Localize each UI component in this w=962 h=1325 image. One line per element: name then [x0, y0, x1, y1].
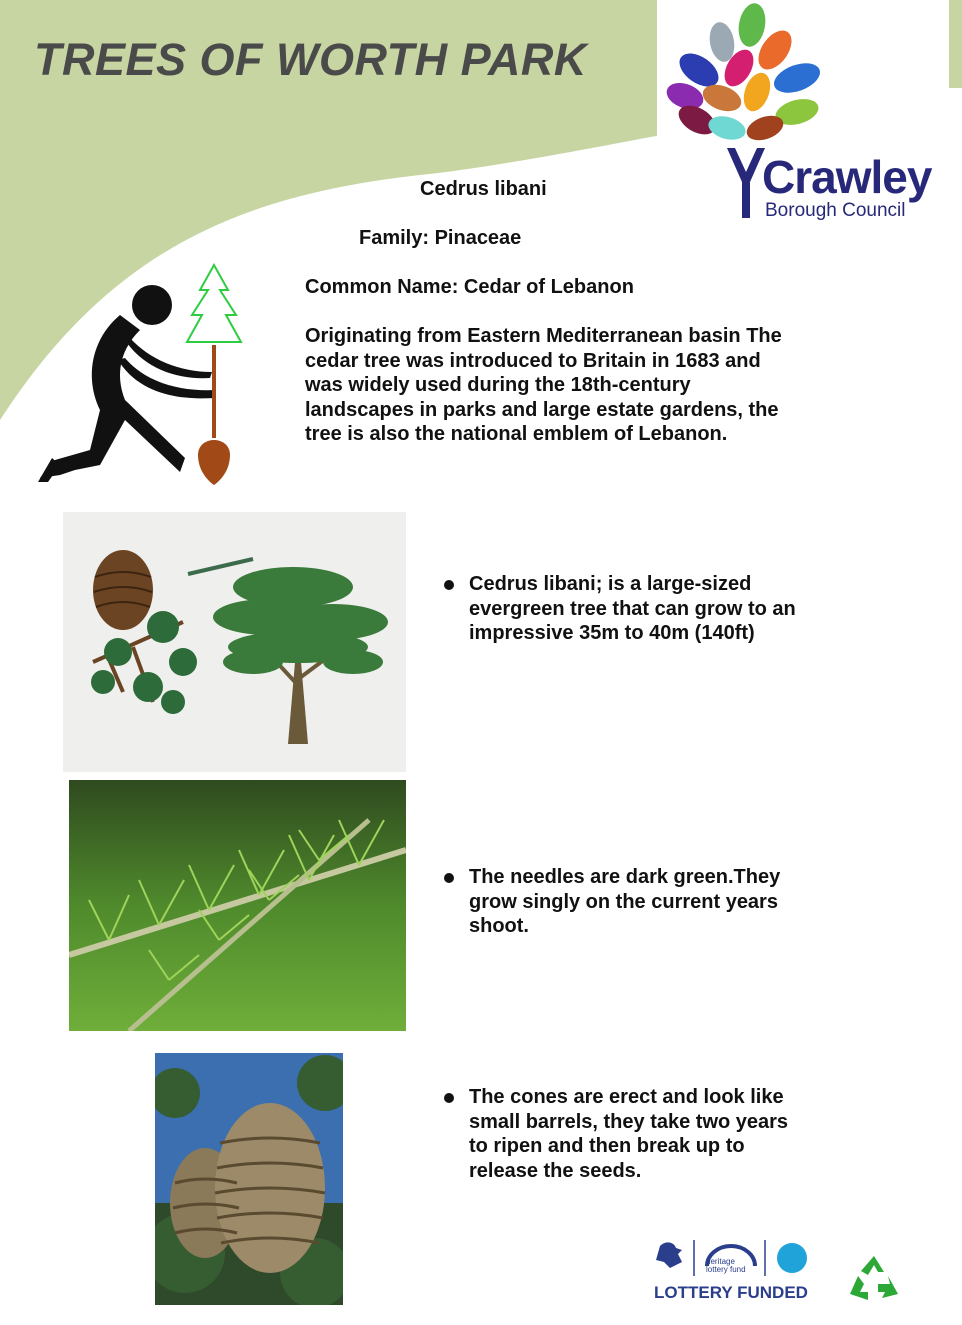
lottery-funded-logo	[652, 1236, 812, 1306]
lottery-logos-icon	[652, 1236, 812, 1281]
latin-name: Cedrus libani	[420, 178, 547, 200]
fact-size: Cedrus libani; is a large-sized evergreen tree that can grow to an impressive 35m to 40m (140ft)	[469, 572, 809, 646]
logo-subtitle: Borough Council	[765, 200, 906, 221]
page-title: TREES OF WORTH PARK	[34, 34, 587, 85]
crawley-logo	[657, 0, 949, 232]
cedar-needles-image	[69, 780, 406, 1031]
lottery-funded-label: LOTTERY FUNDED	[654, 1283, 808, 1302]
fact-needles: The needles are dark green.They grow singly on the current years shoot.	[469, 865, 809, 939]
common-name: Common Name: Cedar of Lebanon	[305, 276, 634, 298]
logo-name: Crawley	[762, 151, 932, 203]
fact-cones: The cones are erect and look like small barrels, they take two years to ripen and then break up to release the seeds.	[469, 1085, 809, 1183]
cedar-cones-image	[155, 1053, 343, 1305]
heritage-line2: lottery fund	[706, 1265, 746, 1274]
tree-description: Originating from Eastern Mediterranean basin The cedar tree was introduced to Britain in 1683 and was widely used during the 18th-century landscapes in parks and large estate gardens, the tree is also the national emblem of Lebanon.	[305, 325, 782, 445]
recycle-icon	[848, 1254, 900, 1304]
planting-figure-icon	[30, 260, 250, 490]
heritage-line1: heritage	[706, 1257, 735, 1266]
family-name: Family: Pinaceae	[359, 227, 522, 249]
cedar-illustration-image	[63, 512, 406, 772]
